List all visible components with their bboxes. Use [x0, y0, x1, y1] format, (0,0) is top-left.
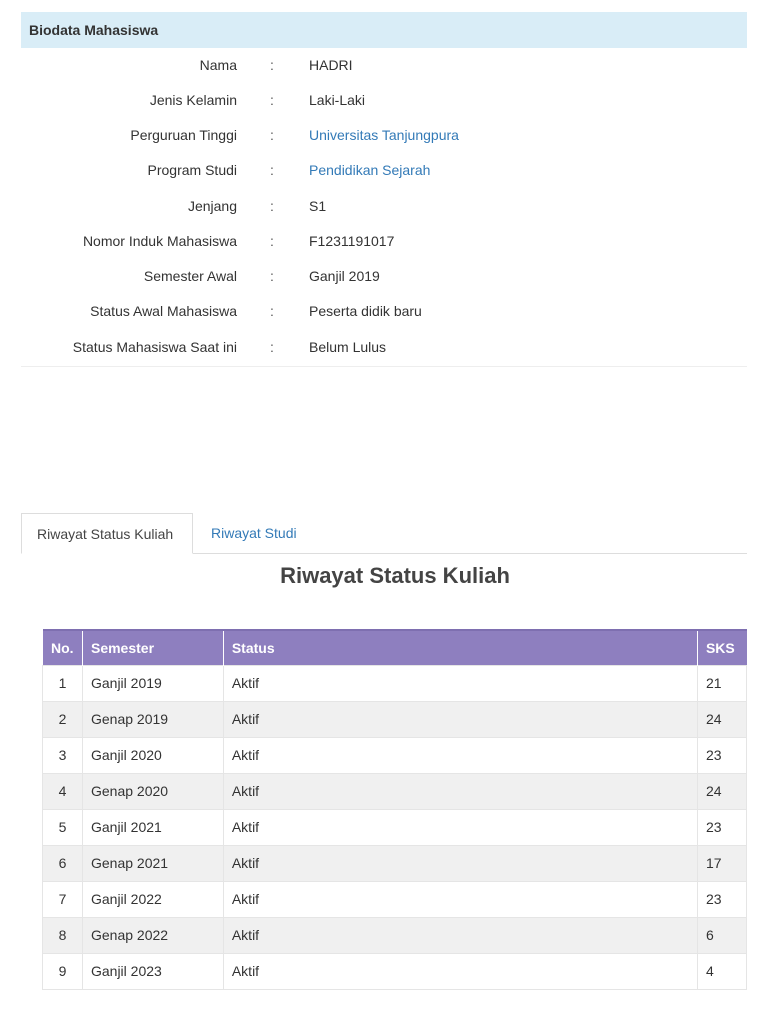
biodata-label: Perguruan Tinggi [130, 127, 237, 143]
perguruan-tinggi-link[interactable]: Universitas Tanjungpura [309, 127, 459, 143]
cell-status: Aktif [223, 665, 697, 701]
biodata-colon: : [270, 268, 274, 284]
cell-semester: Ganjil 2021 [82, 809, 223, 845]
biodata-panel [21, 12, 747, 367]
cell-sks: 24 [697, 773, 746, 809]
tab-riwayat-status-kuliah[interactable]: Riwayat Status Kuliah [21, 513, 193, 554]
cell-sks: 24 [697, 701, 746, 737]
cell-sks: 17 [697, 845, 746, 881]
cell-semester: Genap 2022 [82, 917, 223, 953]
table-row [43, 701, 747, 737]
cell-no: 5 [43, 809, 83, 845]
cell-no: 2 [43, 701, 83, 737]
biodata-colon: : [270, 303, 274, 319]
column-header-semester: Semester [82, 630, 223, 665]
cell-status: Aktif [223, 845, 697, 881]
cell-semester: Ganjil 2022 [82, 881, 223, 917]
cell-sks: 23 [697, 737, 746, 773]
cell-status: Aktif [223, 701, 697, 737]
table-header-row [43, 630, 747, 665]
biodata-value: Laki-Laki [309, 92, 366, 108]
cell-sks: 6 [697, 917, 746, 953]
biodata-row-jenjang [21, 189, 747, 224]
cell-no: 1 [43, 665, 83, 701]
cell-no: 4 [43, 773, 83, 809]
status-kuliah-table [42, 629, 747, 990]
table-row [43, 773, 747, 809]
cell-sks: 23 [697, 809, 746, 845]
table-row [43, 917, 747, 953]
biodata-colon: : [270, 162, 274, 178]
biodata-colon: : [270, 233, 274, 249]
table-body [43, 665, 747, 989]
biodata-label: Semester Awal [143, 268, 237, 284]
table-row [43, 809, 747, 845]
table-row [43, 737, 747, 773]
biodata-row-nama [21, 48, 747, 83]
table-row [43, 665, 747, 701]
cell-semester: Genap 2020 [82, 773, 223, 809]
biodata-label: Nama [199, 57, 237, 73]
cell-semester: Ganjil 2019 [82, 665, 223, 701]
biodata-row-semester-awal [21, 259, 747, 294]
biodata-colon: : [270, 339, 274, 355]
biodata-colon: : [270, 92, 274, 108]
biodata-label: Status Mahasiswa Saat ini [72, 339, 237, 355]
cell-no: 7 [43, 881, 83, 917]
table-row [43, 845, 747, 881]
cell-no: 8 [43, 917, 83, 953]
cell-status: Aktif [223, 953, 697, 989]
cell-status: Aktif [223, 809, 697, 845]
biodata-colon: : [270, 57, 274, 73]
cell-status: Aktif [223, 881, 697, 917]
cell-status: Aktif [223, 773, 697, 809]
column-header-status: Status [223, 630, 697, 665]
cell-sks: 4 [697, 953, 746, 989]
cell-semester: Genap 2021 [82, 845, 223, 881]
biodata-row-status-awal [21, 294, 747, 329]
biodata-label: Jenjang [187, 198, 237, 214]
cell-no: 6 [43, 845, 83, 881]
biodata-row-program-studi [21, 153, 747, 188]
biodata-header: Biodata Mahasiswa [21, 12, 747, 48]
tab-riwayat-studi[interactable]: Riwayat Studi [211, 525, 297, 541]
biodata-label: Program Studi [147, 162, 237, 178]
biodata-value: HADRI [309, 57, 353, 73]
section-title: Riwayat Status Kuliah [280, 563, 510, 588]
cell-semester: Genap 2019 [82, 701, 223, 737]
biodata-value: Ganjil 2019 [309, 268, 380, 284]
biodata-label: Status Awal Mahasiswa [90, 303, 237, 319]
biodata-row-nim [21, 224, 747, 259]
column-header-no: No. [43, 630, 83, 665]
cell-status: Aktif [223, 737, 697, 773]
cell-sks: 23 [697, 881, 746, 917]
biodata-row-status-saat-ini [21, 330, 747, 365]
cell-no: 9 [43, 953, 83, 989]
biodata-row-jenis-kelamin [21, 83, 747, 118]
biodata-value: F1231191017 [309, 233, 395, 249]
column-header-sks: SKS [697, 630, 746, 665]
biodata-colon: : [270, 127, 274, 143]
program-studi-link[interactable]: Pendidikan Sejarah [309, 162, 431, 178]
biodata-value: S1 [309, 198, 327, 214]
table-row [43, 881, 747, 917]
cell-semester: Ganjil 2020 [82, 737, 223, 773]
biodata-value: Belum Lulus [309, 339, 387, 355]
cell-status: Aktif [223, 917, 697, 953]
cell-semester: Ganjil 2023 [82, 953, 223, 989]
cell-no: 3 [43, 737, 83, 773]
biodata-row-perguruan-tinggi [21, 118, 747, 153]
table-row [43, 953, 747, 989]
cell-sks: 21 [697, 665, 746, 701]
tab-bar [21, 513, 747, 554]
biodata-value: Peserta didik baru [309, 303, 422, 319]
biodata-label: Nomor Induk Mahasiswa [82, 233, 237, 249]
biodata-label: Jenis Kelamin [149, 92, 237, 108]
biodata-colon: : [270, 198, 274, 214]
